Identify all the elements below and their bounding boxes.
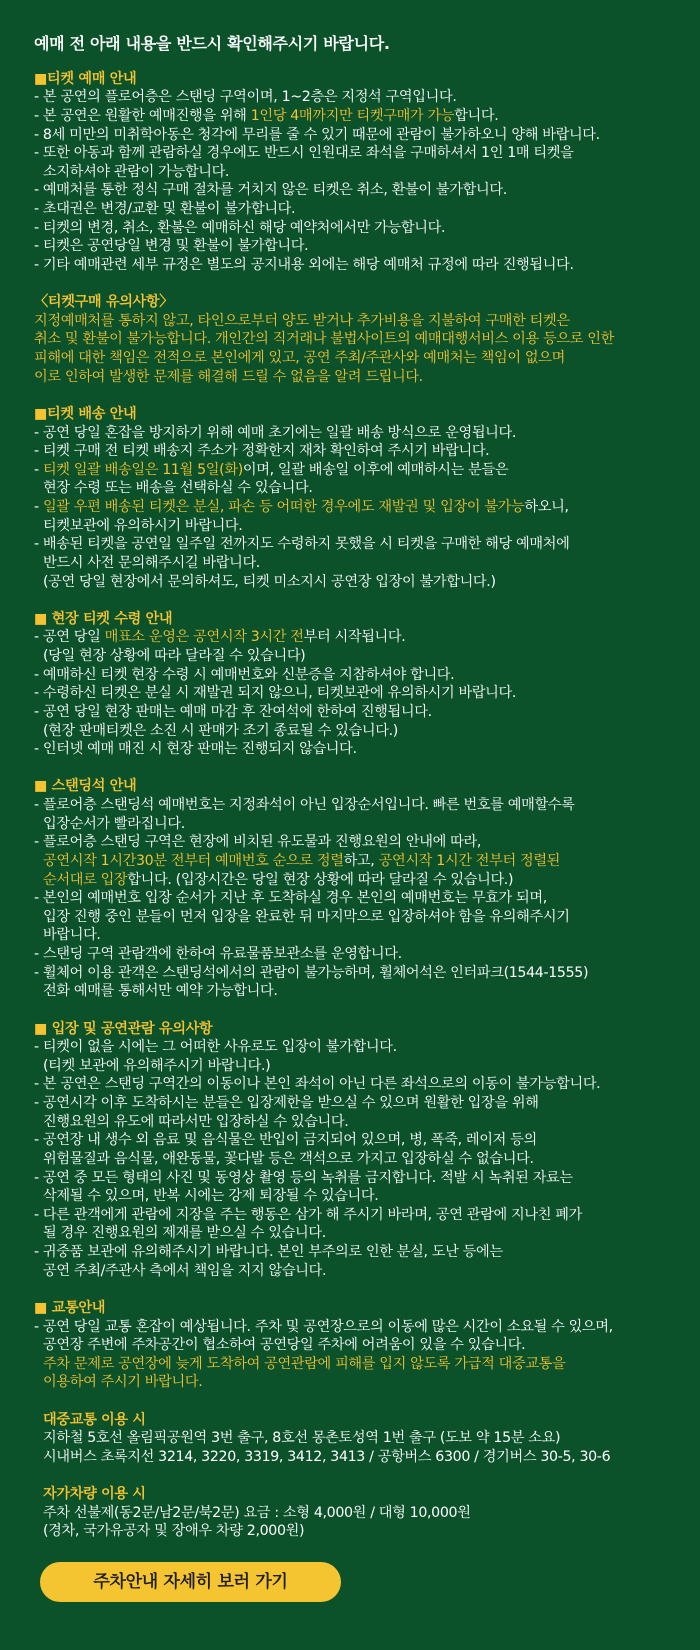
notice-line: 주차 선불제(동2문/남2문/북2문) 요금 : 소형 4,000원 / 대형 10,000원 bbox=[43, 1504, 471, 1521]
purchase-caution-section bbox=[34, 293, 700, 386]
traffic-section bbox=[34, 1299, 700, 1392]
notice-line-continuation: 될 경우 진행요원의 제재를 받으실 수 있습니다. bbox=[43, 1225, 326, 1242]
notice-line: - 예매하신 티켓 현장 수령 시 예매번호와 신분증을 지참하셔야 합니다. bbox=[34, 666, 455, 683]
notice-line-continuation: 바랍니다. bbox=[43, 927, 101, 944]
subsection-heading: 자가차량 이용 시 bbox=[43, 1486, 146, 1503]
notice-line: - 예매처를 통한 정식 구매 절차를 거치지 않은 티켓은 취소, 환불이 불가합니다. bbox=[34, 182, 507, 199]
section-heading: ■ 현장 티켓 수령 안내 bbox=[34, 610, 173, 627]
line-text: 하오니, bbox=[524, 499, 569, 516]
notice-line-continuation: 공연장 주변에 주차공간이 협소하여 공연당일 주차에 어려움이 있을 수 있습니다. bbox=[43, 1337, 526, 1354]
notice-line: - 티켓은 공연당일 변경 및 환불이 불가합니다. bbox=[34, 238, 309, 255]
notice-line-continuation bbox=[34, 871, 700, 890]
notice-line-continuation: 티켓보관에 유의하시기 바랍니다. bbox=[43, 517, 243, 534]
notice-line-continuation: 현장 수령 또는 배송을 선택하실 수 있습니다. bbox=[43, 480, 313, 497]
notice-line bbox=[34, 107, 700, 126]
notice-line: - 본 공연의 플로어층은 스탠딩 구역이며, 1~2층은 지정석 구역입니다. bbox=[34, 89, 457, 106]
notice-line: - 티켓의 변경, 취소, 환불은 예매하신 해당 예약처에서만 가능합니다. bbox=[34, 219, 446, 236]
notice-line: - 다른 관객에게 관람에 지장을 주는 행동은 삼가 해 주시기 바라며, 공연 관람에 지나친 폐가 bbox=[34, 1206, 582, 1223]
section-heading: ■ 교통안내 bbox=[34, 1299, 106, 1316]
notice-line: (경차, 국가유공자 및 장애우 차량 2,000원) bbox=[43, 1523, 305, 1540]
section-heading: ■ 스탠딩석 안내 bbox=[34, 778, 137, 795]
highlighted-text: 일괄 우편 배송된 티켓은 분실, 파손 등 어떠한 경우에도 재발권 및 입장이 불가능 bbox=[42, 499, 525, 516]
section-heading: ■티켓 배송 안내 bbox=[34, 405, 137, 422]
line-text: - bbox=[34, 499, 43, 516]
line-text: 합니다. (입장시간은 당일 현장 상황에 따라 달라질 수 있습니다.) bbox=[127, 871, 514, 888]
notice-line: - 공연장 내 생수 외 음료 및 음식물은 반입이 금지되어 있으며, 병, 폭죽, 레이저 등의 bbox=[34, 1132, 537, 1149]
notice-line: - 공연 당일 혼잡을 방지하기 위해 예매 초기에는 일괄 배송 방식으로 운영됩니다. bbox=[34, 424, 517, 441]
car-section bbox=[34, 1485, 700, 1541]
notice-line: - 플로어층 스탠딩석 예매번호는 지정좌석이 아닌 입장순서입니다. 빠른 번호를 예매할수록 bbox=[34, 797, 575, 814]
section-heading: 〈티켓구매 유의사항〉 bbox=[34, 294, 174, 311]
line-text: 부터 시작됩니다. bbox=[303, 629, 406, 646]
page-title: 예매 전 아래 내용을 반드시 확인해주시기 바랍니다. bbox=[34, 34, 390, 53]
highlighted-text: 티켓 일괄 배송일은 11월 5일(화) bbox=[42, 461, 243, 478]
highlighted-text: 순서대로 입장 bbox=[43, 871, 128, 888]
caution-line: 취소 및 환불이 불가능합니다. 개인간의 직거래나 불법사이트의 예매대행서비스 이용 등으로 인한 bbox=[34, 331, 614, 348]
caution-line: 이로 인하여 발생한 문제를 해결해 드릴 수 없음을 알려 드립니다. bbox=[34, 368, 423, 385]
notice-line-continuation: 반드시 사전 문의해주시길 바랍니다. bbox=[43, 554, 260, 571]
caution-line: 피해에 대한 책임은 전적으로 본인에게 있고, 공연 주최/주관사와 예매처는 책임이 없으며 bbox=[34, 350, 565, 367]
highlighted-line: 주차 문제로 공연장에 늦게 도착하여 공연관람에 피해를 입지 않도록 가급적 대중교통을 bbox=[43, 1355, 566, 1372]
line-text: 하고, bbox=[343, 852, 379, 869]
notice-line: - 귀중품 보관에 유의해주시기 바랍니다. 본인 부주의로 인한 분실, 도난 등에는 bbox=[34, 1244, 503, 1261]
section-heading: ■티켓 예매 안내 bbox=[34, 70, 137, 87]
line-text: 이며, 일괄 배송일 이후에 예매하시는 분들은 bbox=[242, 461, 509, 478]
notice-line-continuation: 위험물질과 음식물, 애완동물, 꽃다발 등은 객석으로 가지고 입장하실 수 없습니다. bbox=[43, 1150, 534, 1167]
ticket-delivery-section bbox=[34, 405, 700, 591]
notice-line-continuation: 삭제될 수 있으며, 반복 시에는 강제 퇴장될 수 있습니다. bbox=[43, 1188, 379, 1205]
standing-section bbox=[34, 777, 700, 1001]
notice-line-continuation: 전화 예매를 통해서만 예약 가능합니다. bbox=[43, 983, 278, 1000]
notice-line bbox=[34, 628, 700, 647]
notice-line: - 공연 당일 현장 판매는 예매 마감 후 잔여석에 한하여 진행됩니다. bbox=[34, 703, 432, 720]
highlighted-text: 매표소 운영은 공연시작 3시간 전 bbox=[104, 629, 304, 646]
highlighted-line: 이용하여 주시기 바랍니다. bbox=[43, 1374, 203, 1391]
notice-line-continuation bbox=[34, 852, 700, 871]
notice-line: - 티켓 구매 전 티켓 배송지 주소가 정확한지 재차 확인하여 주시기 바랍니다. bbox=[34, 443, 490, 460]
notice-line-continuation: 입장순서가 빨라집니다. bbox=[43, 815, 185, 832]
parking-info-button[interactable]: 주차안내 자세히 보러 가기 bbox=[40, 1562, 341, 1602]
notice-line bbox=[34, 498, 700, 517]
notice-line: - 본인의 예매번호 입장 순서가 지난 후 도착하실 경우 본인의 예매번호는 무효가 되며, bbox=[34, 890, 547, 907]
subsection-heading: 대중교통 이용 시 bbox=[43, 1411, 146, 1428]
notice-line: - 수령하신 티켓은 분실 시 재발권 되지 않으니, 티켓보관에 유의하시기 바랍니다. bbox=[34, 685, 517, 702]
notice-line: - 스탠딩 구역 관람객에 한하여 유료물품보관소를 운영합니다. bbox=[34, 946, 402, 963]
notice-line: - 배송된 티켓을 공연일 일주일 전까지도 수령하지 못했을 시 티켓을 구매한 해당 예매처에 bbox=[34, 536, 570, 553]
notice-line: - 또한 아동과 함께 관람하실 경우에도 반드시 인원대로 좌석을 구매하셔서 1인 1매 티켓을 bbox=[34, 145, 574, 162]
line-text: - 공연 당일 bbox=[34, 629, 105, 646]
highlighted-text: 1인당 4매까지만 티켓구매가 가능 bbox=[250, 107, 455, 124]
notice-line: 시내버스 초록지선 3214, 3220, 3319, 3412, 3413 / 공항버스 6300 / 경기버스 30-5, 30-6 bbox=[43, 1448, 611, 1465]
notice-line: - 초대권은 변경/교환 및 환불이 불가합니다. bbox=[34, 201, 296, 218]
ticket-booking-section bbox=[34, 70, 700, 275]
notice-line: - 인터넷 예매 매진 시 현장 판매는 진행되지 않습니다. bbox=[34, 741, 357, 758]
section-heading: ■ 입장 및 공연관람 유의사항 bbox=[34, 1020, 213, 1037]
notice-line-continuation: (당일 현장 상황에 따라 달라질 수 있습니다) bbox=[43, 648, 306, 665]
notice-line: - 공연 당일 교통 혼잡이 예상됩니다. 주차 및 공연장으로의 이동에 많은 시간이 소요될 수 있으며, bbox=[34, 1318, 613, 1335]
public-transport-section bbox=[34, 1411, 700, 1467]
entry-rules-section bbox=[34, 1020, 700, 1281]
notice-line-continuation: 공연 주최/주관사 측에서 책임을 지지 않습니다. bbox=[43, 1262, 327, 1279]
notice-line: - 8세 미만의 미취학아동은 청각에 무리를 줄 수 있기 때문에 관람이 불가하오니 양해 바랍니다. bbox=[34, 126, 600, 143]
notice-line: - 플로어층 스탠딩 구역은 현장에 비치된 유도물과 진행요원의 안내에 따라, bbox=[34, 834, 482, 851]
notice-line: - 휠체어 이용 관객은 스탠딩석에서의 관람이 불가능하며, 휠체어석은 인터파크(1544-1555) bbox=[34, 964, 589, 981]
notice-line: - 기타 예매관련 세부 규정은 별도의 공지내용 외에는 해당 예매처 규정에 따라 진행됩니다. bbox=[34, 256, 574, 273]
notice-line-continuation: (티켓 보관에 유의해주시기 바랍니다.) bbox=[43, 1057, 271, 1074]
notice-line bbox=[34, 461, 700, 480]
line-text: - 본 공연은 원활한 예매진행을 위해 bbox=[34, 107, 251, 124]
notice-line-continuation: 입장 진행 중인 분들이 먼저 입장을 완료한 뒤 마지막으로 입장하셔야 함을 유의해주시기 bbox=[43, 908, 570, 925]
notice-line: - 공연시각 이후 도착하시는 분들은 입장제한을 받으실 수 있으며 원활한 입장을 위해 bbox=[34, 1095, 539, 1112]
notice-line: - 본 공연은 스탠딩 구역간의 이동이나 본인 좌석이 아닌 다른 좌석으로의 이동이 불가능합니다. bbox=[34, 1076, 601, 1093]
notice-line-continuation: (공연 당일 현장에서 문의하셔도, 티켓 미소지시 공연장 입장이 불가합니다.) bbox=[43, 573, 496, 590]
line-text: - bbox=[34, 461, 43, 478]
notice-line-continuation: (현장 판매티켓은 소진 시 판매가 조기 종료될 수 있습니다.) bbox=[43, 722, 398, 739]
notice-line-continuation: 진행요원의 유도에 따라서만 입장하실 수 있습니다. bbox=[43, 1113, 349, 1130]
line-text: 합니다. bbox=[454, 107, 499, 124]
caution-line: 지정예매처를 통하지 않고, 타인으로부터 양도 받거나 추가비용을 지불하여 구매한 티켓은 bbox=[34, 312, 570, 329]
notice-line: - 공연 중 모든 형태의 사진 및 동영상 촬영 등의 녹취를 금지합니다. 적발 시 녹취된 자료는 bbox=[34, 1169, 573, 1186]
highlighted-text: 공연시작 1시간 전부터 정렬된 bbox=[378, 852, 561, 869]
highlighted-text: 공연시작 1시간30분 전부터 예매번호 순으로 정렬 bbox=[43, 852, 344, 869]
notice-line-continuation: 소지하셔야 관람이 가능합니다. bbox=[43, 163, 230, 180]
onsite-pickup-section bbox=[34, 610, 700, 759]
notice-line: 지하철 5호선 올림픽공원역 3번 출구, 8호선 몽촌토성역 1번 출구 (도보 약 15분 소요) bbox=[43, 1430, 561, 1447]
notice-line: - 티켓이 없을 시에는 그 어떠한 사유로도 입장이 불가합니다. bbox=[34, 1039, 397, 1056]
